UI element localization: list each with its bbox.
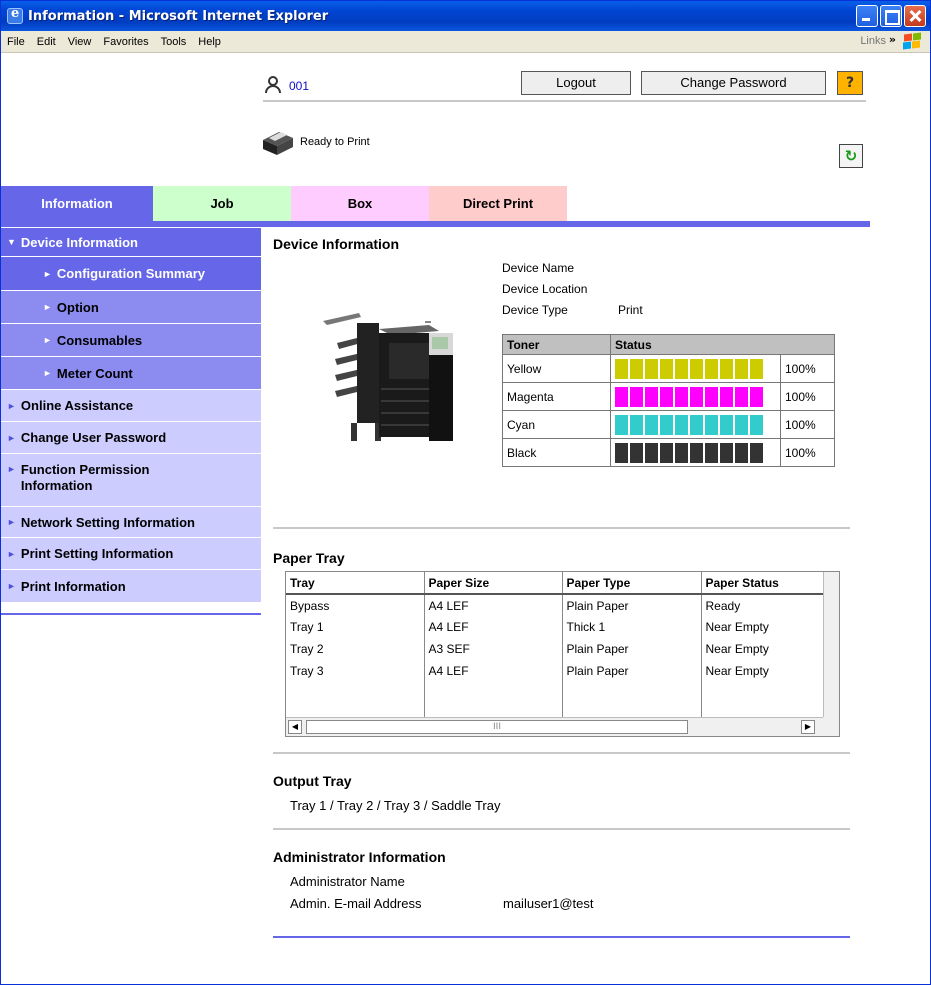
section-divider bbox=[273, 752, 850, 754]
sidebar-item-configuration-summary[interactable] bbox=[1, 257, 261, 291]
sidebar-item-change-user-password[interactable] bbox=[1, 422, 261, 454]
toner-segment bbox=[645, 359, 658, 379]
toner-level-bar bbox=[615, 415, 776, 435]
sidebar-item-option[interactable] bbox=[1, 291, 261, 324]
toner-segment bbox=[660, 415, 673, 435]
toner-segment bbox=[630, 415, 643, 435]
sidebar-item-label: Print Setting Information bbox=[20, 546, 174, 561]
toner-percent: 100% bbox=[781, 355, 835, 383]
paper-status-column-header: Paper Status bbox=[701, 572, 826, 594]
toner-segment bbox=[660, 359, 673, 379]
paper-type-column-header: Paper Type bbox=[562, 572, 701, 594]
help-button[interactable]: ? bbox=[837, 71, 863, 95]
toner-segment bbox=[675, 359, 688, 379]
logout-button[interactable]: Logout bbox=[521, 71, 631, 95]
toner-segment bbox=[735, 415, 748, 435]
table-row bbox=[286, 616, 826, 638]
device-information-heading: Device Information bbox=[273, 236, 400, 252]
user-id: 001 bbox=[289, 79, 310, 93]
tab-job[interactable]: Job bbox=[153, 186, 291, 221]
toner-segment bbox=[690, 443, 703, 463]
admin-email-label: Admin. E-mail Address bbox=[290, 896, 422, 911]
toner-table-header bbox=[503, 335, 835, 355]
paper-size-column-header: Paper Size bbox=[424, 572, 562, 594]
sidebar-item-label: Print Information bbox=[20, 578, 126, 594]
paper-status: Near Empty bbox=[701, 616, 826, 638]
administrator-name-label: Administrator Name bbox=[290, 874, 405, 889]
change-password-button[interactable]: Change Password bbox=[641, 71, 826, 95]
toner-segment bbox=[750, 387, 763, 407]
close-button[interactable] bbox=[904, 5, 926, 27]
tray-name: Bypass bbox=[286, 594, 424, 616]
output-tray-value: Tray 1 / Tray 2 / Tray 3 / Saddle Tray bbox=[290, 798, 501, 813]
toner-level-bar bbox=[615, 387, 776, 407]
sidebar-item-label: Meter Count bbox=[56, 365, 133, 381]
toner-segment bbox=[645, 415, 658, 435]
toner-segment bbox=[735, 387, 748, 407]
sidebar-divider bbox=[1, 613, 261, 615]
tray-name: Tray 1 bbox=[286, 616, 424, 638]
chevron-icon[interactable]: » bbox=[888, 33, 896, 46]
toner-segment bbox=[705, 415, 718, 435]
table-row-empty bbox=[286, 682, 826, 722]
sidebar-item-label: Change User Password bbox=[20, 430, 167, 445]
output-tray-heading: Output Tray bbox=[273, 773, 352, 789]
toner-segment bbox=[690, 387, 703, 407]
paper-tray-list[interactable] bbox=[285, 571, 840, 737]
scrollbar-corner bbox=[823, 717, 839, 736]
toner-segment bbox=[675, 387, 688, 407]
tab-box[interactable]: Box bbox=[291, 186, 429, 221]
paper-type: Plain Paper bbox=[562, 594, 701, 616]
triangle-right-icon: ► bbox=[7, 464, 16, 474]
paper-tray-table bbox=[286, 572, 826, 722]
main-tabs bbox=[1, 186, 930, 221]
triangle-right-icon: ► bbox=[7, 581, 16, 591]
tray-column-header: Tray bbox=[286, 572, 424, 594]
sidebar-item-online-assistance[interactable] bbox=[1, 390, 261, 422]
toner-row-yellow bbox=[503, 355, 835, 383]
triangle-right-icon: ► bbox=[43, 335, 52, 345]
toner-level-bar bbox=[615, 359, 776, 379]
toner-segment bbox=[675, 443, 688, 463]
toner-segment bbox=[615, 359, 628, 379]
status-column-header: Status bbox=[611, 335, 835, 355]
windows-logo-icon bbox=[902, 33, 922, 51]
toner-level-bar bbox=[615, 443, 776, 463]
paper-type: Plain Paper bbox=[562, 638, 701, 660]
tab-information[interactable]: Information bbox=[1, 186, 153, 221]
toner-segment bbox=[645, 387, 658, 407]
admin-email-value: mailuser1@test bbox=[503, 896, 594, 911]
toner-name: Cyan bbox=[503, 411, 611, 439]
sidebar-item-print-setting-information[interactable] bbox=[1, 538, 261, 570]
triangle-right-icon: ► bbox=[7, 400, 16, 411]
menu-help[interactable]: Help bbox=[198, 35, 221, 48]
toner-row-black bbox=[503, 439, 835, 467]
menu-favorites[interactable]: Favorites bbox=[103, 35, 149, 48]
sidebar-item-label: Option bbox=[56, 299, 99, 315]
toner-segment bbox=[630, 443, 643, 463]
toner-segment bbox=[645, 443, 658, 463]
scroll-thumb[interactable]: III bbox=[306, 720, 688, 734]
sidebar-item-label: Configuration Summary bbox=[56, 266, 205, 281]
menu-bar bbox=[1, 31, 930, 53]
toner-segment bbox=[615, 387, 628, 407]
toner-segment bbox=[720, 359, 733, 379]
window-title: Information - Microsoft Internet Explorer bbox=[28, 8, 329, 24]
paper-size: A4 LEF bbox=[424, 616, 562, 638]
header-divider bbox=[263, 100, 866, 102]
paper-status: Near Empty bbox=[701, 638, 826, 660]
menu-edit[interactable]: Edit bbox=[36, 35, 56, 48]
minimize-button[interactable] bbox=[856, 5, 878, 27]
section-divider bbox=[273, 828, 850, 830]
paper-type: Plain Paper bbox=[562, 660, 701, 682]
links-toolbar[interactable]: Links bbox=[860, 35, 886, 47]
table-row bbox=[286, 638, 826, 660]
toner-segment bbox=[630, 387, 643, 407]
sidebar-item-label: Consumables bbox=[56, 332, 143, 348]
device-type-label: Device Type bbox=[502, 303, 568, 317]
sidebar-item-function-permission-information[interactable] bbox=[1, 454, 261, 507]
triangle-right-icon: ► bbox=[7, 432, 16, 443]
toner-name: Magenta bbox=[503, 383, 611, 411]
toner-column-header: Toner bbox=[503, 335, 611, 355]
section-divider bbox=[273, 527, 850, 529]
sidebar-item-label: Function Permission Information bbox=[20, 462, 150, 493]
scroll-left-icon[interactable]: ◀ bbox=[288, 720, 302, 734]
paper-size: A4 LEF bbox=[424, 594, 562, 616]
toner-segment bbox=[660, 387, 673, 407]
tray-name: Tray 3 bbox=[286, 660, 424, 682]
sidebar-item-network-setting-information[interactable] bbox=[1, 507, 261, 538]
triangle-right-icon: ► bbox=[43, 368, 52, 378]
toner-segment bbox=[720, 415, 733, 435]
title-bar bbox=[1, 1, 930, 31]
sidebar-item-label: Device Information bbox=[20, 234, 138, 250]
menu-file[interactable]: File bbox=[7, 35, 25, 48]
toner-segment bbox=[705, 387, 718, 407]
triangle-right-icon: ► bbox=[43, 268, 52, 279]
toner-segment bbox=[735, 359, 748, 379]
toner-segment bbox=[675, 415, 688, 435]
triangle-down-icon: ▼ bbox=[7, 237, 16, 247]
toner-row-cyan bbox=[503, 411, 835, 439]
toner-segment bbox=[615, 443, 628, 463]
triangle-right-icon: ► bbox=[43, 302, 52, 312]
sidebar-item-device-information[interactable] bbox=[1, 228, 261, 257]
menu-tools[interactable]: Tools bbox=[160, 35, 187, 48]
table-row bbox=[286, 660, 826, 682]
maximize-button[interactable] bbox=[880, 5, 902, 27]
toner-segment bbox=[750, 359, 763, 379]
tray-name: Tray 2 bbox=[286, 638, 424, 660]
toner-segment bbox=[705, 443, 718, 463]
window-controls bbox=[856, 5, 926, 27]
device-location-label: Device Location bbox=[502, 282, 588, 296]
sidebar-item-print-information[interactable] bbox=[1, 570, 261, 603]
table-row bbox=[286, 594, 826, 616]
toner-percent: 100% bbox=[781, 411, 835, 439]
toner-segment bbox=[690, 359, 703, 379]
administrator-information-heading: Administrator Information bbox=[273, 849, 446, 865]
sidebar-item-meter-count[interactable] bbox=[1, 357, 261, 390]
vertical-scrollbar[interactable] bbox=[823, 572, 839, 718]
device-type-value: Print bbox=[618, 303, 643, 317]
scroll-right-icon[interactable]: ▶ bbox=[801, 720, 815, 734]
menu-view[interactable]: View bbox=[67, 35, 92, 48]
tab-underline bbox=[1, 221, 870, 227]
paper-status: Ready bbox=[701, 594, 826, 616]
triangle-right-icon: ► bbox=[7, 517, 16, 527]
toner-name: Black bbox=[503, 439, 611, 467]
toner-segment bbox=[720, 443, 733, 463]
toner-row-magenta bbox=[503, 383, 835, 411]
page-bottom-divider bbox=[273, 936, 850, 938]
toner-segment bbox=[630, 359, 643, 379]
tab-direct-print[interactable]: Direct Print bbox=[429, 186, 567, 221]
toner-segment bbox=[720, 387, 733, 407]
toner-percent: 100% bbox=[781, 383, 835, 411]
user-icon bbox=[265, 76, 281, 94]
toner-segment bbox=[750, 443, 763, 463]
paper-size: A3 SEF bbox=[424, 638, 562, 660]
paper-size: A4 LEF bbox=[424, 660, 562, 682]
toner-segment bbox=[735, 443, 748, 463]
horizontal-scrollbar[interactable] bbox=[286, 717, 823, 736]
paper-tray-header-row bbox=[286, 572, 826, 594]
paper-status: Near Empty bbox=[701, 660, 826, 682]
toner-segment bbox=[705, 359, 718, 379]
sidebar-item-consumables[interactable] bbox=[1, 324, 261, 357]
internet-explorer-icon bbox=[7, 8, 23, 24]
paper-tray-heading: Paper Tray bbox=[273, 550, 345, 566]
paper-type: Thick 1 bbox=[562, 616, 701, 638]
device-name-label: Device Name bbox=[502, 261, 575, 275]
toner-segment bbox=[615, 415, 628, 435]
sidebar-item-label: Network Setting Information bbox=[20, 514, 195, 530]
toner-segment bbox=[690, 415, 703, 435]
printer-status-icon bbox=[259, 130, 295, 156]
printer-image bbox=[319, 303, 459, 445]
toner-name: Yellow bbox=[503, 355, 611, 383]
toner-segment bbox=[750, 415, 763, 435]
toner-segment bbox=[660, 443, 673, 463]
triangle-right-icon: ► bbox=[7, 548, 16, 559]
sidebar-item-label: Online Assistance bbox=[20, 398, 134, 413]
toner-table bbox=[502, 334, 835, 467]
refresh-button[interactable]: ↻ bbox=[839, 144, 863, 168]
device-status-text: Ready to Print bbox=[300, 136, 370, 148]
toner-percent: 100% bbox=[781, 439, 835, 467]
